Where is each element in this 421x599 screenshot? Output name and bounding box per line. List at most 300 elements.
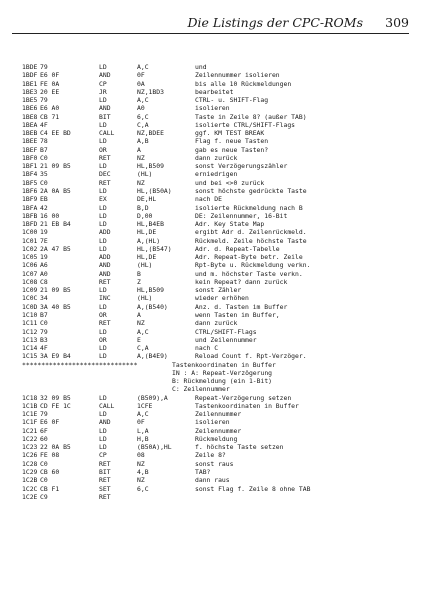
comment: isolieren [195, 104, 230, 113]
comment: ergibt Adr d. Zeilenrückmeld. [195, 228, 307, 237]
comment: Anz. d. Tasten im Buffer [195, 302, 288, 311]
operands: HL,B509 [137, 286, 164, 295]
mnemonic: LD [99, 434, 107, 443]
section-note: Tastenkoordinaten in Buffer [172, 360, 276, 369]
hex-bytes: 16 00 [40, 211, 60, 220]
comment: sonst Flag f. Zeile 8 ohne TAB [195, 484, 311, 493]
operands: 1CFE [137, 401, 153, 410]
comment: Flag f. neue Tasten [195, 137, 269, 146]
hex-bytes: EB [40, 195, 48, 204]
listing-line [22, 113, 412, 121]
operands: A,B [137, 137, 149, 146]
address: 1BFB [22, 211, 38, 220]
comment: Repeat-Verzögerung setzen [195, 393, 292, 402]
mnemonic: LD [99, 393, 107, 402]
operands: NZ,BDEE [137, 129, 164, 138]
listing-line [22, 63, 412, 71]
page-header [12, 16, 409, 36]
hex-bytes: CB F1 [40, 484, 60, 493]
listing-line [22, 245, 412, 253]
operands: NZ,1BD3 [137, 87, 164, 96]
listing-line [22, 460, 412, 468]
comment: sonst Zähler [195, 286, 242, 295]
mnemonic: OR [99, 335, 107, 344]
address: 1BDE [22, 63, 38, 71]
mnemonic: RET [99, 178, 111, 187]
operands: C,A [137, 344, 149, 353]
comment: dann zurück [195, 153, 238, 162]
comment: isolierte CTRL/SHIFT-Flags [195, 120, 296, 129]
mnemonic: LD [99, 352, 107, 361]
hex-bytes: E6 0F [40, 71, 60, 80]
operands: A,(HL) [137, 236, 161, 245]
mnemonic: LD [99, 426, 107, 435]
listing-line [22, 352, 412, 360]
mnemonic: LD [99, 244, 107, 253]
operands: B,D [137, 203, 149, 212]
comment: kein Repeat? dann zurück [195, 277, 288, 286]
page-number: 309 [385, 15, 409, 30]
mnemonic: LD [99, 162, 107, 171]
comment: und m. höchster Taste verkn. [195, 269, 303, 278]
address: 1C1E [22, 410, 38, 419]
listing-line [22, 88, 412, 96]
address: 1BE5 [22, 96, 38, 105]
listing-line [22, 212, 412, 220]
operands: A,(B4E9) [137, 352, 168, 361]
listing-line [22, 294, 412, 302]
operands: 6,C [137, 112, 149, 121]
operands: HL,(B547) [137, 244, 172, 253]
section-note: B: Rückmeldung (ein 1-Bit) [172, 377, 273, 386]
operands: A0 [137, 104, 145, 113]
mnemonic: CALL [99, 129, 115, 138]
operands: H,B [137, 434, 149, 443]
address: 1BE1 [22, 79, 38, 88]
mnemonic: BIT [99, 468, 111, 477]
operands: NZ [137, 476, 145, 485]
mnemonic: ADD [99, 228, 111, 237]
operands: HL,DE [137, 253, 157, 262]
address: 1BDF [22, 71, 38, 80]
mnemonic: LD [99, 327, 107, 336]
hex-bytes: C0 [40, 153, 48, 162]
address: 1C07 [22, 269, 38, 278]
operands: A,(B540) [137, 302, 168, 311]
listing-line [22, 286, 412, 294]
operands: NZ [137, 153, 145, 162]
operands: (HL) [137, 170, 153, 179]
comment: Zeilennummer isolieren [195, 71, 280, 80]
hex-bytes: 79 [40, 96, 48, 105]
operands: (HL) [137, 294, 153, 303]
comment: sonst höchste gedrückte Taste [195, 186, 307, 195]
listing-line [22, 394, 412, 402]
mnemonic: LD [99, 120, 107, 129]
separator-line: ****************************** [22, 360, 138, 369]
comment: wieder erhöhen [195, 294, 249, 303]
hex-bytes: 42 [40, 203, 48, 212]
mnemonic: OR [99, 310, 107, 319]
address: 1C26 [22, 451, 38, 460]
listing-line [22, 80, 412, 88]
listing-line [22, 493, 412, 501]
comment: bis alle 10 Rückmeldungen [195, 79, 292, 88]
address: 1C28 [22, 459, 38, 468]
operands: 0F [137, 71, 145, 80]
hex-bytes: 34 [40, 294, 48, 303]
listing-line [22, 104, 412, 112]
address: 1BEF [22, 145, 38, 154]
address: 1C0D [22, 302, 38, 311]
listing-line [22, 377, 412, 385]
mnemonic: LD [99, 286, 107, 295]
operands: (B509),A [137, 393, 168, 402]
hex-bytes: 19 [40, 253, 48, 262]
operands: 4,B [137, 468, 149, 477]
mnemonic: LD [99, 302, 107, 311]
address: 1BF4 [22, 170, 38, 179]
comment: sonst raus [195, 459, 234, 468]
mnemonic: CALL [99, 401, 115, 410]
operands: A,C [137, 410, 149, 419]
mnemonic: RET [99, 319, 111, 328]
listing-line [22, 344, 412, 352]
operands: 0F [137, 418, 145, 427]
listing-line [22, 443, 412, 451]
listing-line [22, 121, 412, 129]
listing-line [22, 187, 412, 195]
listing-line [22, 311, 412, 319]
listing-line [22, 170, 412, 178]
address: 1C09 [22, 286, 38, 295]
listing-line [22, 427, 412, 435]
listing-line [22, 71, 412, 79]
address: 1BF6 [22, 186, 38, 195]
operands: NZ [137, 459, 145, 468]
hex-bytes: A0 [40, 269, 48, 278]
mnemonic: CP [99, 451, 107, 460]
mnemonic: RET [99, 277, 111, 286]
address: 1C23 [22, 443, 38, 452]
address: 1C05 [22, 253, 38, 262]
listing-line [22, 476, 412, 484]
mnemonic: LD [99, 137, 107, 146]
operands: A,C [137, 96, 149, 105]
address: 1C11 [22, 319, 38, 328]
comment: und Zeilennummer [195, 335, 257, 344]
mnemonic: INC [99, 294, 111, 303]
address: 1C02 [22, 244, 38, 253]
listing-line [22, 369, 412, 377]
comment: Adr. d. Repeat-Tabelle [195, 244, 280, 253]
address: 1BF9 [22, 195, 38, 204]
address: 1BF0 [22, 153, 38, 162]
hex-bytes: 79 [40, 63, 48, 71]
operands: A [137, 310, 141, 319]
listing-line [22, 261, 412, 269]
listing-line [22, 195, 412, 203]
mnemonic: LD [99, 410, 107, 419]
hex-bytes: 78 [40, 137, 48, 146]
hex-bytes: C0 [40, 476, 48, 485]
hex-bytes: E6 A0 [40, 104, 60, 113]
listing-line [22, 435, 412, 443]
mnemonic: ADD [99, 253, 111, 262]
mnemonic: JR [99, 87, 107, 96]
hex-bytes: 2A 47 B5 [40, 244, 71, 253]
mnemonic: LD [99, 236, 107, 245]
address: 1BFD [22, 220, 38, 229]
listing-line [22, 451, 412, 459]
comment: ggf. KM TEST BREAK [195, 129, 265, 138]
mnemonic: LD [99, 96, 107, 105]
assembly-listing [22, 63, 412, 501]
operands: A [137, 145, 141, 154]
hex-bytes: 6F [40, 426, 48, 435]
comment: CTRL/SHIFT-Flags [195, 327, 257, 336]
operands: 6,C [137, 484, 149, 493]
mnemonic: LD [99, 220, 107, 229]
listing-line [22, 137, 412, 145]
hex-bytes: B7 [40, 145, 48, 154]
mnemonic: LD [99, 211, 107, 220]
address: 1C15 [22, 352, 38, 361]
hex-bytes: 20 EE [40, 87, 60, 96]
hex-bytes: 7E [40, 236, 48, 245]
comment: und bei <>0 zurück [195, 178, 265, 187]
mnemonic: RET [99, 153, 111, 162]
operands: C,A [137, 120, 149, 129]
comment: DE: Zeilennummer, 16-Bit [195, 211, 288, 220]
address: 1C14 [22, 344, 38, 353]
mnemonic: AND [99, 269, 111, 278]
address: 1C06 [22, 261, 38, 270]
operands: L,A [137, 426, 149, 435]
address: 1BEE [22, 137, 38, 146]
comment: wenn Tasten im Buffer, [195, 310, 280, 319]
listing-line [22, 385, 412, 393]
comment: dann raus [195, 476, 230, 485]
address: 1C18 [22, 393, 38, 402]
operands: HL,(B50A) [137, 186, 172, 195]
comment: erniedrigen [195, 170, 238, 179]
hex-bytes: C4 EE BD [40, 129, 71, 138]
hex-bytes: E6 0F [40, 418, 60, 427]
mnemonic: AND [99, 418, 111, 427]
mnemonic: LD [99, 203, 107, 212]
operands: A,C [137, 63, 149, 71]
hex-bytes: B7 [40, 310, 48, 319]
listing-line [22, 179, 412, 187]
address: 1C08 [22, 277, 38, 286]
comment: Adr. Repeat-Byte betr. Zeile [195, 253, 303, 262]
operands: E [137, 335, 141, 344]
operands: D,00 [137, 211, 153, 220]
mnemonic: RET [99, 459, 111, 468]
hex-bytes: C9 [40, 492, 48, 501]
address: 1C2C [22, 484, 38, 493]
listing-line [22, 336, 412, 344]
address: 1C2B [22, 476, 38, 485]
operands: NZ [137, 178, 145, 187]
address: 1BF5 [22, 178, 38, 187]
address: 1C10 [22, 310, 38, 319]
address: 1C00 [22, 228, 38, 237]
listing-line [22, 253, 412, 261]
hex-bytes: 60 [40, 434, 48, 443]
hex-bytes: CD FE 1C [40, 401, 71, 410]
listing-line [22, 468, 412, 476]
operands: HL,B4EB [137, 220, 164, 229]
comment: bearbeitet [195, 87, 234, 96]
address: 1C29 [22, 468, 38, 477]
listing-line [22, 129, 412, 137]
comment: Zeilennummer [195, 426, 242, 435]
listing-line [22, 361, 412, 369]
mnemonic: CP [99, 79, 107, 88]
operands: (B50A),HL [137, 443, 172, 452]
listing-line [22, 418, 412, 426]
comment: TAB? [195, 468, 211, 477]
hex-bytes: 21 09 B5 [40, 286, 71, 295]
hex-bytes: 3A E9 B4 [40, 352, 71, 361]
address: 1BE3 [22, 87, 38, 96]
mnemonic: DEC [99, 170, 111, 179]
listing-line [22, 204, 412, 212]
comment: Taste in Zeile 8? (außer TAB) [195, 112, 307, 121]
hex-bytes: 22 0A B5 [40, 443, 71, 452]
hex-bytes: C0 [40, 319, 48, 328]
address: 1BE8 [22, 112, 38, 121]
hex-bytes: A6 [40, 261, 48, 270]
comment: nach DE [195, 195, 222, 204]
comment: nach C [195, 344, 219, 353]
listing-line [22, 410, 412, 418]
comment: gab es neue Tasten? [195, 145, 269, 154]
operands: A,C [137, 327, 149, 336]
address: 1BFA [22, 203, 38, 212]
address: 1C1B [22, 401, 38, 410]
operands: 0A [137, 79, 145, 88]
mnemonic: LD [99, 443, 107, 452]
hex-bytes: 35 [40, 170, 48, 179]
listing-line [22, 220, 412, 228]
hex-bytes: 19 [40, 228, 48, 237]
listing-line [22, 162, 412, 170]
hex-bytes: C0 [40, 178, 48, 187]
operands: (HL) [137, 261, 153, 270]
hex-bytes: 4F [40, 344, 48, 353]
operands: NZ [137, 319, 145, 328]
listing-line [22, 303, 412, 311]
comment: und [195, 63, 207, 71]
address: 1BEA [22, 120, 38, 129]
comment: Zeilennummer [195, 410, 242, 419]
mnemonic: LD [99, 186, 107, 195]
mnemonic: BIT [99, 112, 111, 121]
section-note: C: Zeilennummer [172, 385, 230, 394]
header-rule [12, 33, 409, 34]
section-note: IN : A: Repeat-Verzögerung [172, 368, 273, 377]
mnemonic: LD [99, 63, 107, 71]
comment: isolierte Rückmeldung nach B [195, 203, 303, 212]
listing-line [22, 154, 412, 162]
address: 1C1F [22, 418, 38, 427]
operands: B [137, 269, 141, 278]
comment: Rückmeldung [195, 434, 238, 443]
mnemonic: SET [99, 484, 111, 493]
comment: CTRL- u. SHIFT-Flag [195, 96, 269, 105]
mnemonic: OR [99, 145, 107, 154]
listing-line [22, 328, 412, 336]
listing-line [22, 228, 412, 236]
hex-bytes: 2A 0A B5 [40, 186, 71, 195]
address: 1C01 [22, 236, 38, 245]
address: 1C0C [22, 294, 38, 303]
hex-bytes: C8 [40, 277, 48, 286]
mnemonic: RET [99, 476, 111, 485]
comment: Rückmeld. Zeile höchste Taste [195, 236, 307, 245]
listing-line [22, 402, 412, 410]
mnemonic: AND [99, 261, 111, 270]
operands: 08 [137, 451, 145, 460]
comment: Adr. Key State Map [195, 220, 265, 229]
address: 1C21 [22, 426, 38, 435]
address: 1BF1 [22, 162, 38, 171]
comment: Zeile 8? [195, 451, 226, 460]
operands: HL,DE [137, 228, 157, 237]
hex-bytes: 3A 40 B5 [40, 302, 71, 311]
running-title: Die Listings der CPC-ROMs [187, 15, 363, 30]
operands: Z [137, 277, 141, 286]
comment: Rpt-Byte u. Rückmeldung verkn. [195, 261, 311, 270]
hex-bytes: 4F [40, 120, 48, 129]
comment: isolieren [195, 418, 230, 427]
hex-bytes: 21 EB B4 [40, 220, 71, 229]
mnemonic: LD [99, 344, 107, 353]
hex-bytes: FE 0A [40, 79, 60, 88]
listing-line [22, 485, 412, 493]
hex-bytes: 79 [40, 410, 48, 419]
address: 1BEB [22, 129, 38, 138]
address: 1C2E [22, 492, 38, 501]
mnemonic: RET [99, 492, 111, 501]
listing-line [22, 96, 412, 104]
address: 1C22 [22, 434, 38, 443]
operands: HL,B509 [137, 162, 164, 171]
comment: sonst Verzögerungszähler [195, 162, 288, 171]
hex-bytes: FE 08 [40, 451, 60, 460]
comment: Reload Count f. Rpt-Verzöger. [195, 352, 307, 361]
hex-bytes: 21 09 B5 [40, 162, 71, 171]
hex-bytes: 32 09 B5 [40, 393, 71, 402]
address: 1BE6 [22, 104, 38, 113]
mnemonic: AND [99, 104, 111, 113]
address: 1C12 [22, 327, 38, 336]
mnemonic: AND [99, 71, 111, 80]
listing-line [22, 319, 412, 327]
address: 1C13 [22, 335, 38, 344]
listing-line [22, 270, 412, 278]
operands: DE,HL [137, 195, 157, 204]
hex-bytes: C0 [40, 459, 48, 468]
comment: dann zurück [195, 319, 238, 328]
hex-bytes: CB 71 [40, 112, 60, 121]
comment: Tastenkoordinaten in Buffer [195, 401, 299, 410]
listing-line [22, 146, 412, 154]
hex-bytes: 79 [40, 327, 48, 336]
